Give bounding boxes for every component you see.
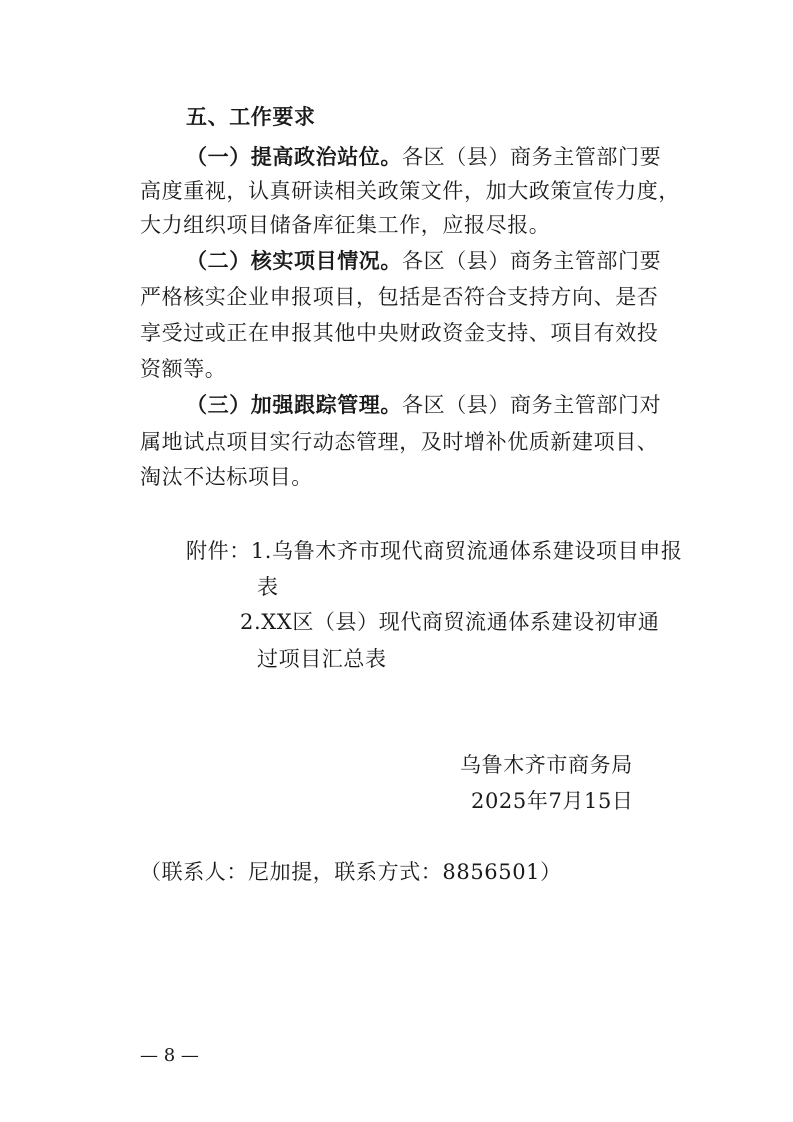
- item-2-first-line: [186, 246, 661, 276]
- item-3-line-2: 属地试点项目实行动态管理，及时增补优质新建项目、: [140, 430, 659, 454]
- item-2-line-3: 享受过或正在申报其他中央财政资金支持、项目有效投: [140, 321, 659, 345]
- item-1-line-2: 高度重视，认真研读相关政策文件，加大政策宣传力度，: [140, 179, 680, 203]
- item-2-line-2: 严格核实企业申报项目，包括是否符合支持方向、是否: [140, 285, 659, 309]
- attachment-2-line-2: 过项目汇总表: [257, 647, 387, 671]
- contact-info: （联系人：尼加提，联系方式：8856501）: [140, 860, 562, 884]
- item-3-line-3: 淘汰不达标项目。: [140, 465, 313, 489]
- item-2-line-4: 资额等。: [140, 357, 227, 381]
- item-3-first-line: [186, 390, 661, 420]
- attachment-1-title: 1.乌鲁木齐市现代商贸流通体系建设项目申报: [250, 539, 683, 563]
- attachment-1-line-2: 表: [257, 575, 279, 599]
- item-2-title: （二）核实项目情况。: [186, 249, 402, 273]
- attachment-1-line-1: [186, 536, 682, 566]
- item-2-text: 各区（县）商务主管部门要: [402, 249, 662, 273]
- signature-organization: 乌鲁木齐市商务局: [460, 753, 633, 777]
- item-1-text: 各区（县）商务主管部门要: [402, 145, 662, 169]
- item-3-title: （三）加强跟踪管理。: [186, 393, 402, 417]
- attachments-label: 附件：: [186, 539, 251, 563]
- section-heading: 五、工作要求: [186, 105, 316, 129]
- attachment-2-line-1: 2.XX区（县）现代商贸流通体系建设初审通: [240, 610, 660, 634]
- page-number: — 8 —: [140, 1045, 199, 1066]
- item-3-text: 各区（县）商务主管部门对: [402, 393, 662, 417]
- item-1-first-line: [186, 142, 661, 172]
- item-1-title: （一）提高政治站位。: [186, 145, 402, 169]
- item-1-line-3: 大力组织项目储备库征集工作，应报尽报。: [140, 213, 551, 237]
- signature-date: 2025年7月15日: [471, 789, 634, 813]
